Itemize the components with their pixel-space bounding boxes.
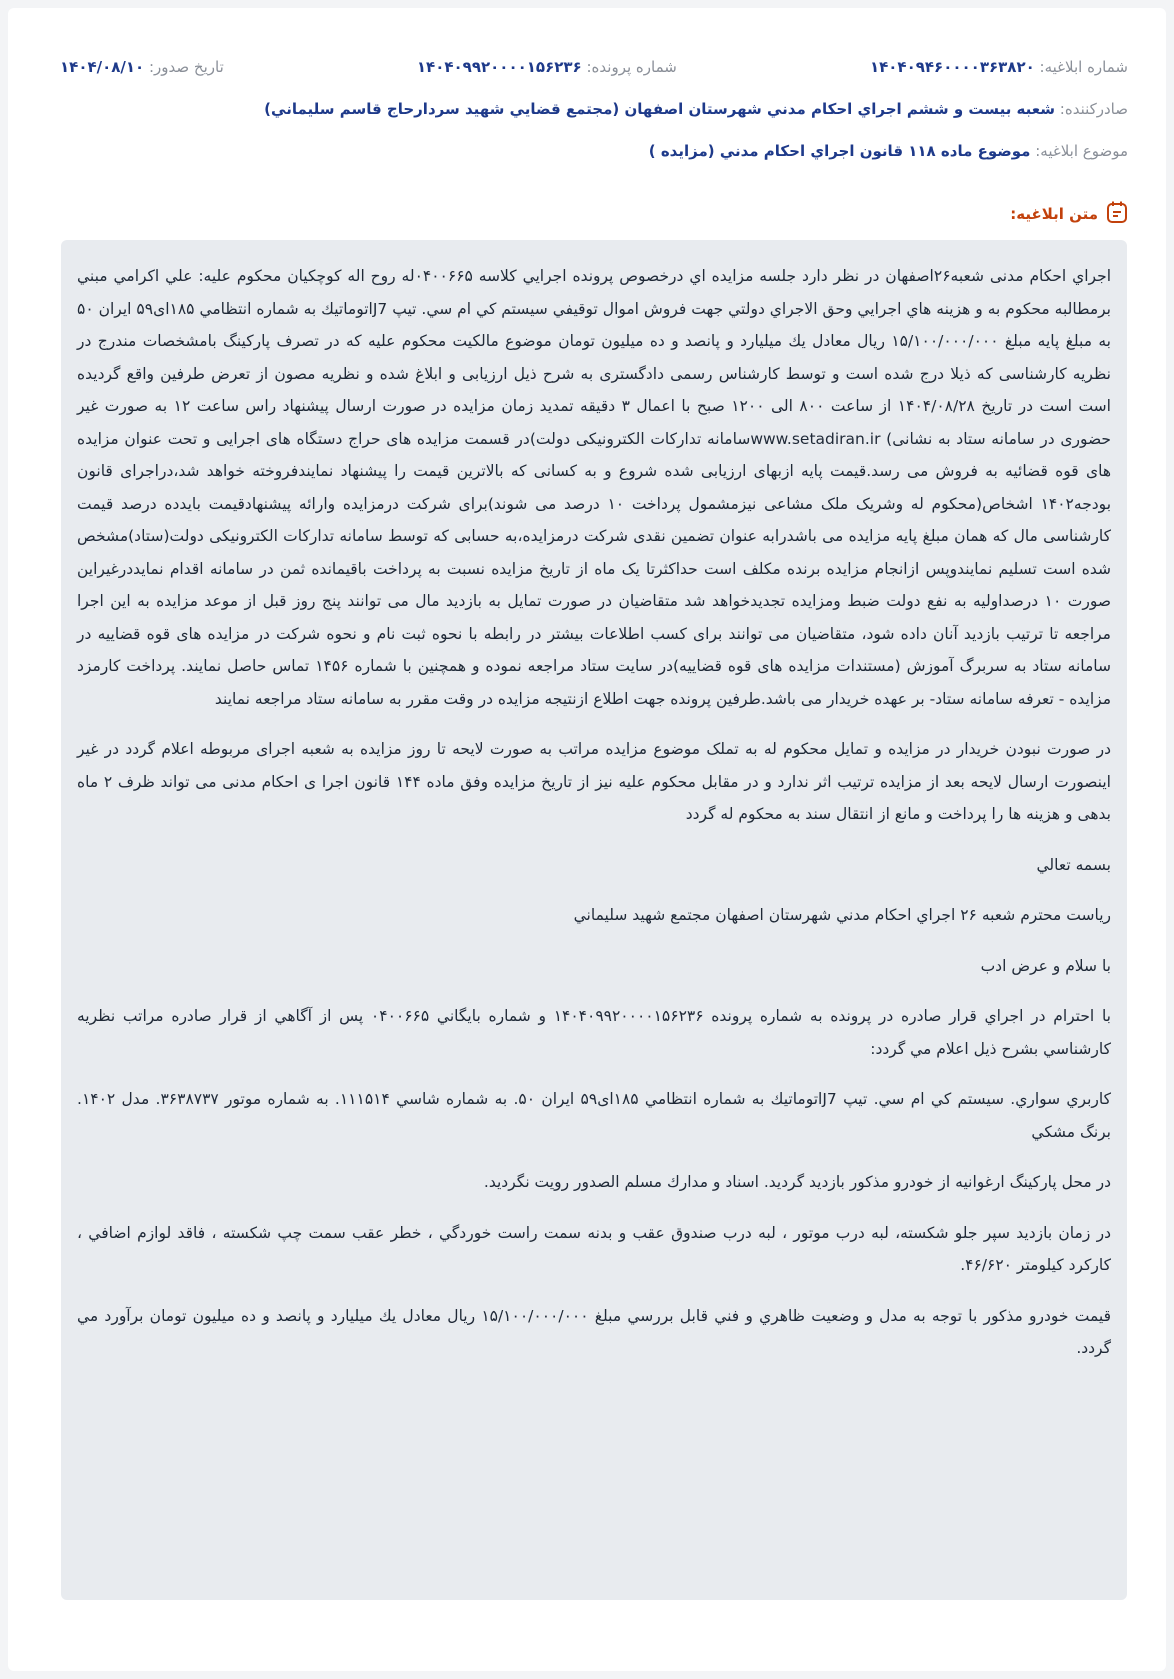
issue-date: تاریخ صدور: ۱۴۰۴/۰۸/۱۰ bbox=[60, 58, 224, 76]
issuer: صادرکننده: شعبه بيست و ششم اجراي احكام مدني شهرستان اصفهان (مجتمع قضايي شهيد سردارحاج قاسم سليماني) bbox=[264, 100, 1128, 118]
paragraph: در زمان بازديد سپر جلو شكسته، لبه درب موتور ، لبه درب صندوق عقب و بدنه سمت راست خوردگي ، خطر عقب سمت چپ شكسته ، فاقد لوازم اضافي ، كاركرد كيلومتر ۴۶/۶۲۰. bbox=[77, 1223, 1111, 1274]
paragraph: اجراي احكام مدنی شعبه۲۶اصفهان در نظر دارد جلسه مزايده اي درخصوص پرونده اجرايي كلاسه ۰۴۰۰۶۶۵له روح اله كوچكيان محكوم عليه: علي اكرامي مبني برمطالبه محكوم به و هزينه هاي اجرايي وحق الاجراي دولتي جهت فروش اموال توقيفي سيستم كي ام سي. تيپ J7اتوماتيك به شماره انتظامي ۱۸۵ای۵۹ ايران ۵۰ به مبلغ پايه مبلغ ۱۵/۱۰۰/۰۰۰/۰۰۰ ريال معادل يك ميليارد و پانصد و ده ميليون تومان موضوع مالكيت محكوم عليه كه در تصرف پاركينگ بامشخصات مندرج در نظريه كارشناسی كه ذيلا درج شده است و توسط كارشناس رسمی دادگستری به شرح ذيل ارزيابی و ابلاغ شده و نظريه مصون از تعرض طرفين واقع گرديده است است در تاريخ ۱۴۰۴/۰۸/۲۸ از ساعت ۸۰۰ الی ۱۲۰۰ صبح با اعمال ۳ دقيقه تمديد زمان مزايده در صورت ارسال پيشنهاد راس ساعت ۱۲ به صورت غير حضوری در سامانه ستاد به نشانی) www.setadiran.irسامانه تداركات الكترونيكی دولت)در قسمت مزايده های حراج دستگاه های اجرايی و تحت عنوان مزايده های قوه قضائيه به فروش می رسد.قيمت پايه ازبهای ارزيابی شده شروع و به كسانی كه بالاترين قيمت را پيشنهاد نمايندفروخته خواهد شد،دراجرای قانون بودجه۱۴۰۲ اشخاص(محكوم له وشريک ملک مشاعی نيزمشمول پرداخت ۱۰ درصد می شوند)برای شركت درمزايده وارائه پيشنهادقيمت بايدده درصد قيمت كارشناسی مال كه همان مبلغ پايه مزايده می باشدرابه عنوان تضمين نقدی شركت درمزايده،به حسابی كه توسط سامانه تداركات الكترونيكی دولت(ستاد)مشخص شده است تسليم نمايندوپس ازانجام مزايده برنده مكلف است حداكثرتا يک ماه از تاريخ مزايده نسبت به پرداخت باقيمانده ثمن در سامانه اقدام نمايددرغيراين صورت ۱۰ درصداوليه به نفع دولت ضبط ومزايده تجديدخواهد شد متقاضيان در صورت تمايل به بازديد مال می توانند پنج روز قبل از موعد مزايده به اين اجرا مراجعه تا ترتيب بازديد آنان داده شود، متقاضيان می توانند برای كسب اطلاعات بيشتر در رابطه با نحوه ثبت نام و نحوه شركت در مزايده های قوه قضاييه در سامانه ستاد به سربرگ آموزش (مستندات مزايده های قوه قضاييه)در سايت ستاد مراجعه نموده و همچنين با شماره ۱۴۵۶ تماس حاصل نمايند. پرداخت كارمزد مزايده - تعرفه سامانه ستاد- بر عهده خريدار می باشد.طرفين پرونده جهت اطلاع ازنتيجه مزايده در وقت مقرر به سامانه ستاد مراجعه نمايند bbox=[77, 267, 1112, 708]
paragraph: در محل پاركينگ ارغوانيه از خودرو مذكور بازديد گرديد. اسناد و مدارك مسلم الصدور رويت نگرديد. bbox=[483, 1173, 1111, 1191]
subject: موضوع ابلاغیه: موضوع ماده ۱۱۸ قانون اجراي احكام مدني (مزايده ) bbox=[648, 142, 1128, 160]
body-title: متن ابلاغیه: bbox=[1010, 200, 1128, 228]
paragraph: در صورت نبودن خريدار در مزايده و تمايل محكوم له به تملک موضوع مزايده مراتب به صورت لايحه تا روز مزايده به شعبه اجرای مربوطه اعلام گردد در غير اينصورت ارسال لايحه بعد از مزايده ترتيب اثر ندارد و در مقابل محكوم عليه نيز از تاريخ مزايده وفق ماده ۱۴۴ قانون اجرا ی احكام مدنی می تواند ظرف ۲ ماه بدهی و هزينه ها را پرداخت و مانع از انتقال سند به محكوم له گردد bbox=[77, 740, 1111, 823]
paragraph: با سلام و عرض ادب bbox=[980, 956, 1111, 975]
case-number: شماره پرونده: ۱۴۰۴۰۹۹۲۰۰۰۰۱۵۶۲۳۶ bbox=[416, 58, 677, 76]
paragraph: كاربري سواري. سيستم كي ام سي. تيپ J7اتوماتيك به شماره انتظامي ۱۸۵ای۵۹ ايران ۵۰. به شماره شاسي ۱۱۱۵۱۴. به شماره موتور ۳۶۳۸۷۳۷. مدل ۱۴۰۲. برنگ مشكي bbox=[77, 1090, 1111, 1141]
notice-number: شماره ابلاغیه: ۱۴۰۴۰۹۴۶۰۰۰۰۳۶۳۸۲۰ bbox=[869, 58, 1128, 76]
notice-body bbox=[61, 240, 1127, 1600]
paragraph: بسمه تعالي bbox=[1036, 855, 1111, 874]
paragraph: رياست محترم شعبه ۲۶ اجراي احكام مدني شهرستان اصفهان مجتمع شهيد سليماني bbox=[573, 906, 1111, 924]
paragraph: قيمت خودرو مذكور با توجه به مدل و وضعيت ظاهري و فني قابل بررسي مبلغ ۱۵/۱۰۰/۰۰۰/۰۰۰ ريال معادل يك ميليارد و پانصد و ده ميليون تومان برآورد مي گردد. bbox=[77, 1306, 1111, 1357]
paragraph: با احترام در اجراي قرار صادره در پرونده به شماره پرونده ۱۴۰۴۰۹۹۲۰۰۰۰۱۵۶۲۳۶ و شماره بايگاني ۰۴۰۰۶۶۵ پس از آگاهي از قرار صادره مراتب نظريه كارشناسي بشرح ذيل اعلام مي گردد: bbox=[77, 1007, 1111, 1058]
notice-meta-row bbox=[60, 58, 1128, 76]
notepad-icon bbox=[1106, 200, 1128, 228]
